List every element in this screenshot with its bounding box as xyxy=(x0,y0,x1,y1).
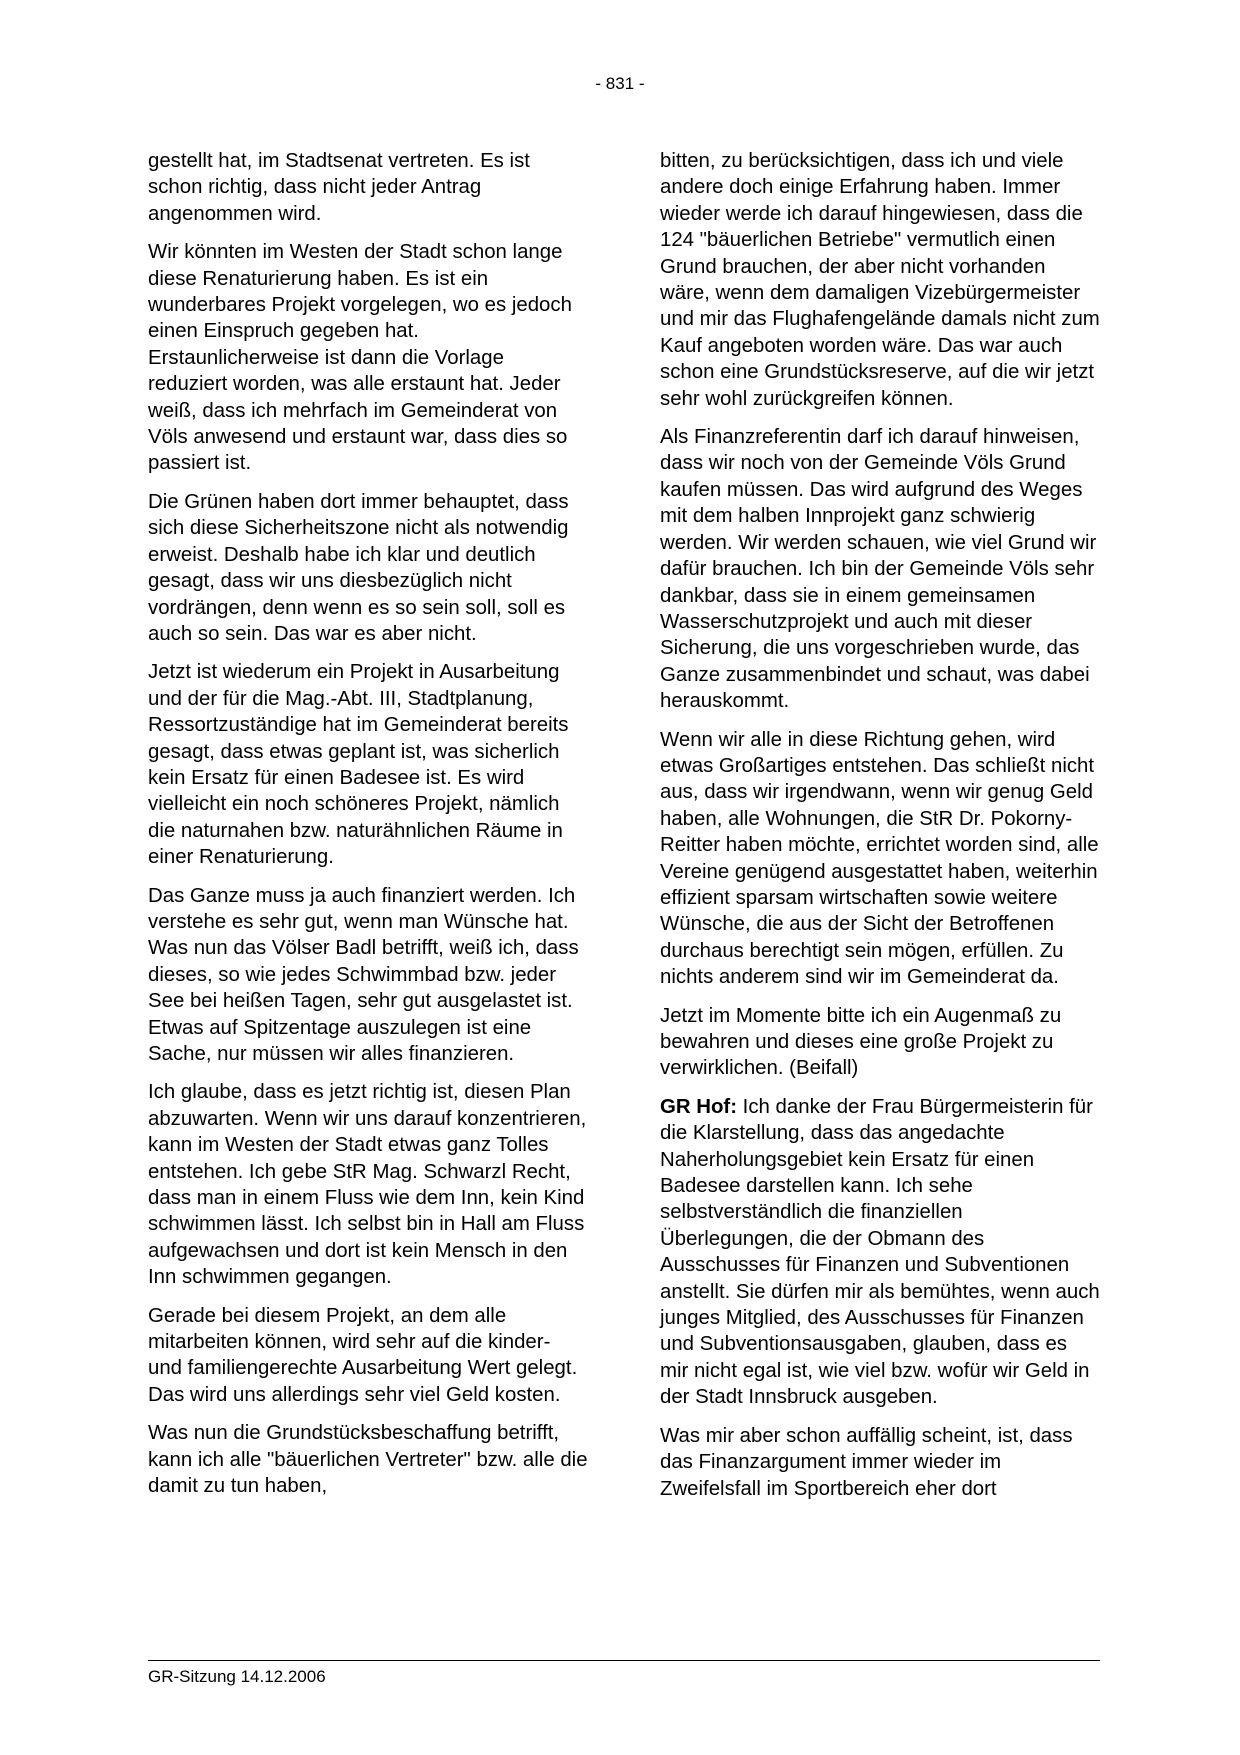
paragraph: bitten, zu berücksichtigen, dass ich und viele andere doch einige Erfahrung haben. Immer wieder werde ich darauf hingewiesen, dass die 124 "bäuerlichen Betriebe" vermutlich einen Grund brauchen, der aber nicht vorhanden wäre, wenn dem damaligen Vizebürgermeister und mir das Flughafengelände damals nicht zum Kauf angeboten worden wäre. Das war auch schon eine Grundstücksreserve, auf die wir jetzt sehr wohl zurückgreifen können. xyxy=(660,150,1100,410)
paragraph: Die Grünen haben dort immer behauptet, dass sich diese Sicherheitszone nicht als notwendig erweist. Deshalb habe ich klar und deutlich gesagt, dass wir uns diesbezüglich nicht vordrängen, denn wenn es so sein soll, soll es auch so sein. Das war es aber nicht. xyxy=(148,490,569,645)
speaker-text: Ich danke der Frau Bürgermeisterin für die Klarstellung, dass das angedachte Naherholungsgebiet kein Ersatz für einen Badesee darstellen kann. Ich sehe selbstverständlich die finanziellen Überlegungen, die der Obmann des Ausschusses für Finanzen und Subventionen anstellt. Sie dürfen mir als bemühtes, wenn auch junges Mitglied, des Ausschusses für Finanzen und Subventionsausgaben, glauben, dass es mir nicht egal ist, wie viel bzw. wofür wir Geld in der Stadt Innsbruck ausgeben. xyxy=(660,1095,1100,1409)
footer-divider xyxy=(148,1660,1100,1661)
footer-session-label: GR-Sitzung 14.12.2006 xyxy=(148,1667,326,1686)
paragraph: Wenn wir alle in diese Richtung gehen, wird etwas Großartiges entstehen. Das schließt nicht aus, dass wir irgendwann, wenn wir genug Geld haben, alle Wohnungen, die StR Dr. Pokorny-Reitter haben möchte, errichtet worden sind, alle Vereine genügend ausgestattet haben, weiterhin effizient sparsam wirtschaften sowie weitere Wünsche, die aus der Sicht der Betroffenen durchaus berechtigt sein mögen, erfüllen. Zu nichts anderem sind wir im Gemeinderat da. xyxy=(660,728,1099,989)
right-column xyxy=(660,148,1100,1514)
speaker-paragraph xyxy=(660,1094,1100,1411)
paragraph: Was mir aber schon auffällig scheint, ist, dass das Finanzargument immer wieder im Zweifelsfall im Sportbereich eher dort xyxy=(660,1424,1073,1500)
paragraph: Jetzt ist wiederum ein Projekt in Ausarbeitung und der für die Mag.-Abt. III, Stadtplanung, Ressortzuständige hat im Gemeinderat bereits gesagt, dass etwas geplant ist, was sicherlich kein Ersatz für einen Badesee ist. Es wird vielleicht ein noch schöneres Projekt, nämlich die naturnahen bzw. naturähnlichen Räume in einer Renaturierung. xyxy=(148,661,569,869)
paragraph: Als Finanzreferentin darf ich darauf hinweisen, dass wir noch von der Gemeinde Völs Grund kaufen müssen. Das wird aufgrund des Weges mit dem halben Innprojekt ganz schwierig werden. Wir werden schauen, wie viel Grund wir dafür brauchen. Ich bin der Gemeinde Völs sehr dankbar, dass sie in einem gemeinsamen Wasserschutzprojekt und auch mit dieser Sicherung, die uns vorgeschrieben wurde, das Ganze zusammenbindet und schaut, was dabei herauskommt. xyxy=(660,426,1097,713)
paragraph: Wir könnten im Westen der Stadt schon lange diese Renaturierung haben. Es ist ein wunderbares Projekt vorgelegen, wo es jedoch einen Einspruch gegeben hat. Erstaunlicherweise ist dann die Vorlage reduziert worden, was alle erstaunt hat. Jeder weiß, dass ich mehrfach im Gemeinderat von Völs anwesend und erstaunt war, dass dies so passiert ist. xyxy=(148,241,572,475)
left-column xyxy=(148,148,588,1512)
paragraph: Das Ganze muss ja auch finanziert werden. Ich verstehe es sehr gut, wenn man Wünsche hat. Was nun das Völser Badl betrifft, weiß ich, dass dieses, so wie jedes Schwimmbad bzw. jeder See bei heißen Tagen, sehr gut ausgelastet ist. Etwas auf Spitzentage auszulegen ist eine Sache, nur müssen wir alles finanzieren. xyxy=(148,884,579,1065)
paragraph: Gerade bei diesem Projekt, an dem alle mitarbeiten können, wird sehr auf die kinder- und familiengerechte Ausarbeitung Wert gelegt. Das wird uns allerdings sehr viel Geld kosten. xyxy=(148,1304,578,1406)
paragraph: Ich glaube, dass es jetzt richtig ist, diesen Plan abzuwarten. Wenn wir uns darauf konzentrieren, kann im Westen der Stadt etwas ganz Tolles entstehen. Ich gebe StR Mag. Schwarzl Recht, dass man in einem Fluss wie dem Inn, kein Kind schwimmen lässt. Ich selbst bin in Hall am Fluss aufgewachsen und dort ist kein Mensch in den Inn schwimmen gegangen. xyxy=(148,1081,587,1289)
paragraph: Was nun die Grundstücksbeschaffung betrifft, kann ich alle "bäuerlichen Vertreter" bzw. alle die damit zu tun haben, xyxy=(148,1422,588,1498)
paragraph: Jetzt im Momente bitte ich ein Augenmaß zu bewahren und dieses eine große Projekt zu verwirklichen. (Beifall) xyxy=(660,1004,1062,1080)
paragraph: gestellt hat, im Stadtsenat vertreten. Es ist schon richtig, dass nicht jeder Antrag angenommen wird. xyxy=(148,150,530,225)
speaker-name: GR Hof: xyxy=(660,1095,738,1118)
page-number: - 831 - xyxy=(595,74,645,93)
